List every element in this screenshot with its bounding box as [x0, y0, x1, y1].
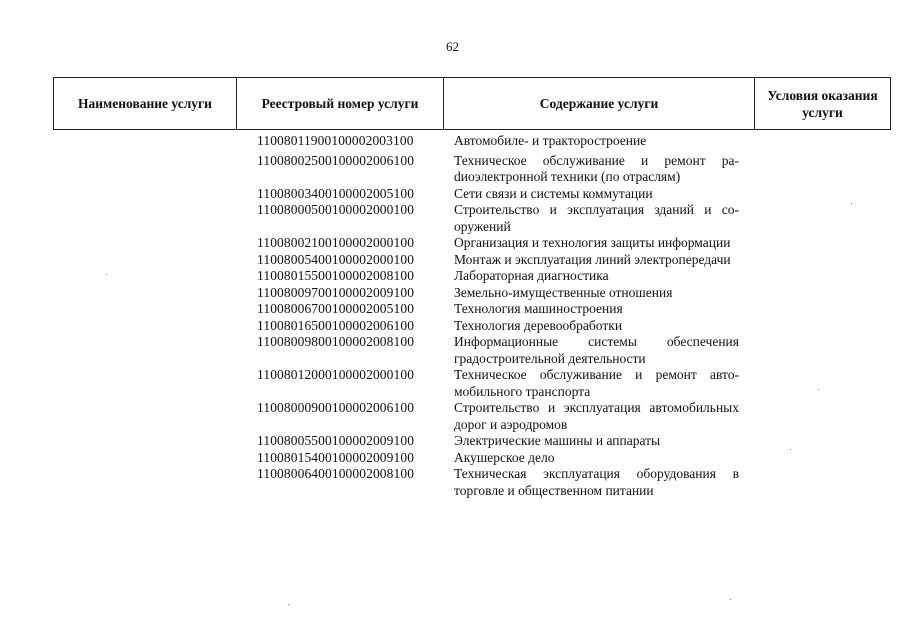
table-row — [53, 133, 891, 150]
registry-number: 11008016500100002006100 — [257, 317, 415, 333]
table-row — [53, 186, 891, 203]
registry-number: 11008015500100002008100 — [257, 268, 415, 283]
service-content: Организация и технология защиты информации — [454, 235, 731, 250]
service-content: Строительство и эксплуатация автомобильных дорог и аэродромов — [454, 400, 739, 432]
service-content: Сети связи и системы коммутации — [454, 185, 653, 201]
registry-number: 11008003400100002005100 — [257, 185, 415, 201]
service-content: Электрические машины и аппараты — [454, 433, 661, 448]
registry-number: 11008009700100002009100 — [257, 284, 415, 300]
scan-speck — [818, 389, 819, 390]
scan-speck — [730, 599, 731, 600]
service-content: Автомобиле- и тракторостроение — [454, 133, 647, 148]
service-content: Земельно-имущественные отношения — [454, 284, 673, 300]
service-content: Лабораторная диагностика — [454, 268, 609, 283]
service-content: Монтаж и эксплуатация линий электропередачи — [454, 251, 731, 267]
table-header — [53, 77, 891, 130]
table-row — [53, 433, 891, 450]
registry-number: 11008000900100002006100 — [257, 400, 415, 415]
service-content: Технология машиностроения — [454, 301, 623, 316]
registry-number: 11008009800100002008100 — [257, 334, 415, 349]
table-row — [53, 202, 891, 235]
registry-number: 11008005400100002000100 — [257, 251, 415, 267]
registry-number: 11008005500100002009100 — [257, 433, 415, 448]
registry-number: 11008000500100002000100 — [257, 202, 415, 217]
page-number: 62 — [446, 39, 459, 54]
registry-number: 11008012000100002000100 — [257, 367, 415, 382]
service-content: Строительство и эксплуатация зданий и сооружений — [454, 202, 739, 234]
scan-speck — [790, 449, 791, 450]
registry-number: 11008006400100002008100 — [257, 466, 415, 481]
table-row — [53, 252, 891, 269]
table-body — [53, 133, 891, 499]
registry-number: 11008006700100002005100 — [257, 301, 415, 316]
scan-speck — [851, 203, 852, 204]
scan-speck — [288, 604, 289, 605]
service-content: Информационные системы обеспечения градостроительной деятельности — [454, 334, 739, 366]
header-service-name: Наименование услуги — [54, 78, 237, 129]
service-content: Техническое обслуживание и ремонт автомобильного транспорта — [454, 367, 739, 399]
table-row — [53, 235, 891, 252]
service-content: Техническое обслуживание и ремонт раdиоэлектронной техники (по отраслям) — [454, 152, 739, 184]
table-row — [53, 153, 891, 186]
registry-number: 11008015400100002009100 — [257, 449, 415, 465]
registry-number: 11008002100100002000100 — [257, 235, 415, 250]
table-row — [53, 400, 891, 433]
service-content: Техническая эксплуатация оборудования в торговле и общественном питании — [454, 466, 739, 498]
table-row — [53, 334, 891, 367]
registry-number: 11008011900100002003100 — [257, 133, 414, 148]
service-content: Акушерское дело — [454, 449, 555, 465]
header-service-conditions: Условия оказания услуги — [767, 87, 878, 120]
header-service-content: Содержание услуги — [444, 78, 755, 129]
service-content: Технология деревообработки — [454, 317, 623, 333]
table-row — [53, 450, 891, 467]
table-row — [53, 367, 891, 400]
registry-number: 11008002500100002006100 — [257, 152, 415, 168]
table-row — [53, 301, 891, 318]
table-row — [53, 318, 891, 335]
header-registry-number: Реестровый номер услуги — [237, 78, 444, 129]
table-row — [53, 268, 891, 285]
scan-speck — [106, 274, 107, 275]
table-row — [53, 466, 891, 499]
table-row — [53, 285, 891, 302]
